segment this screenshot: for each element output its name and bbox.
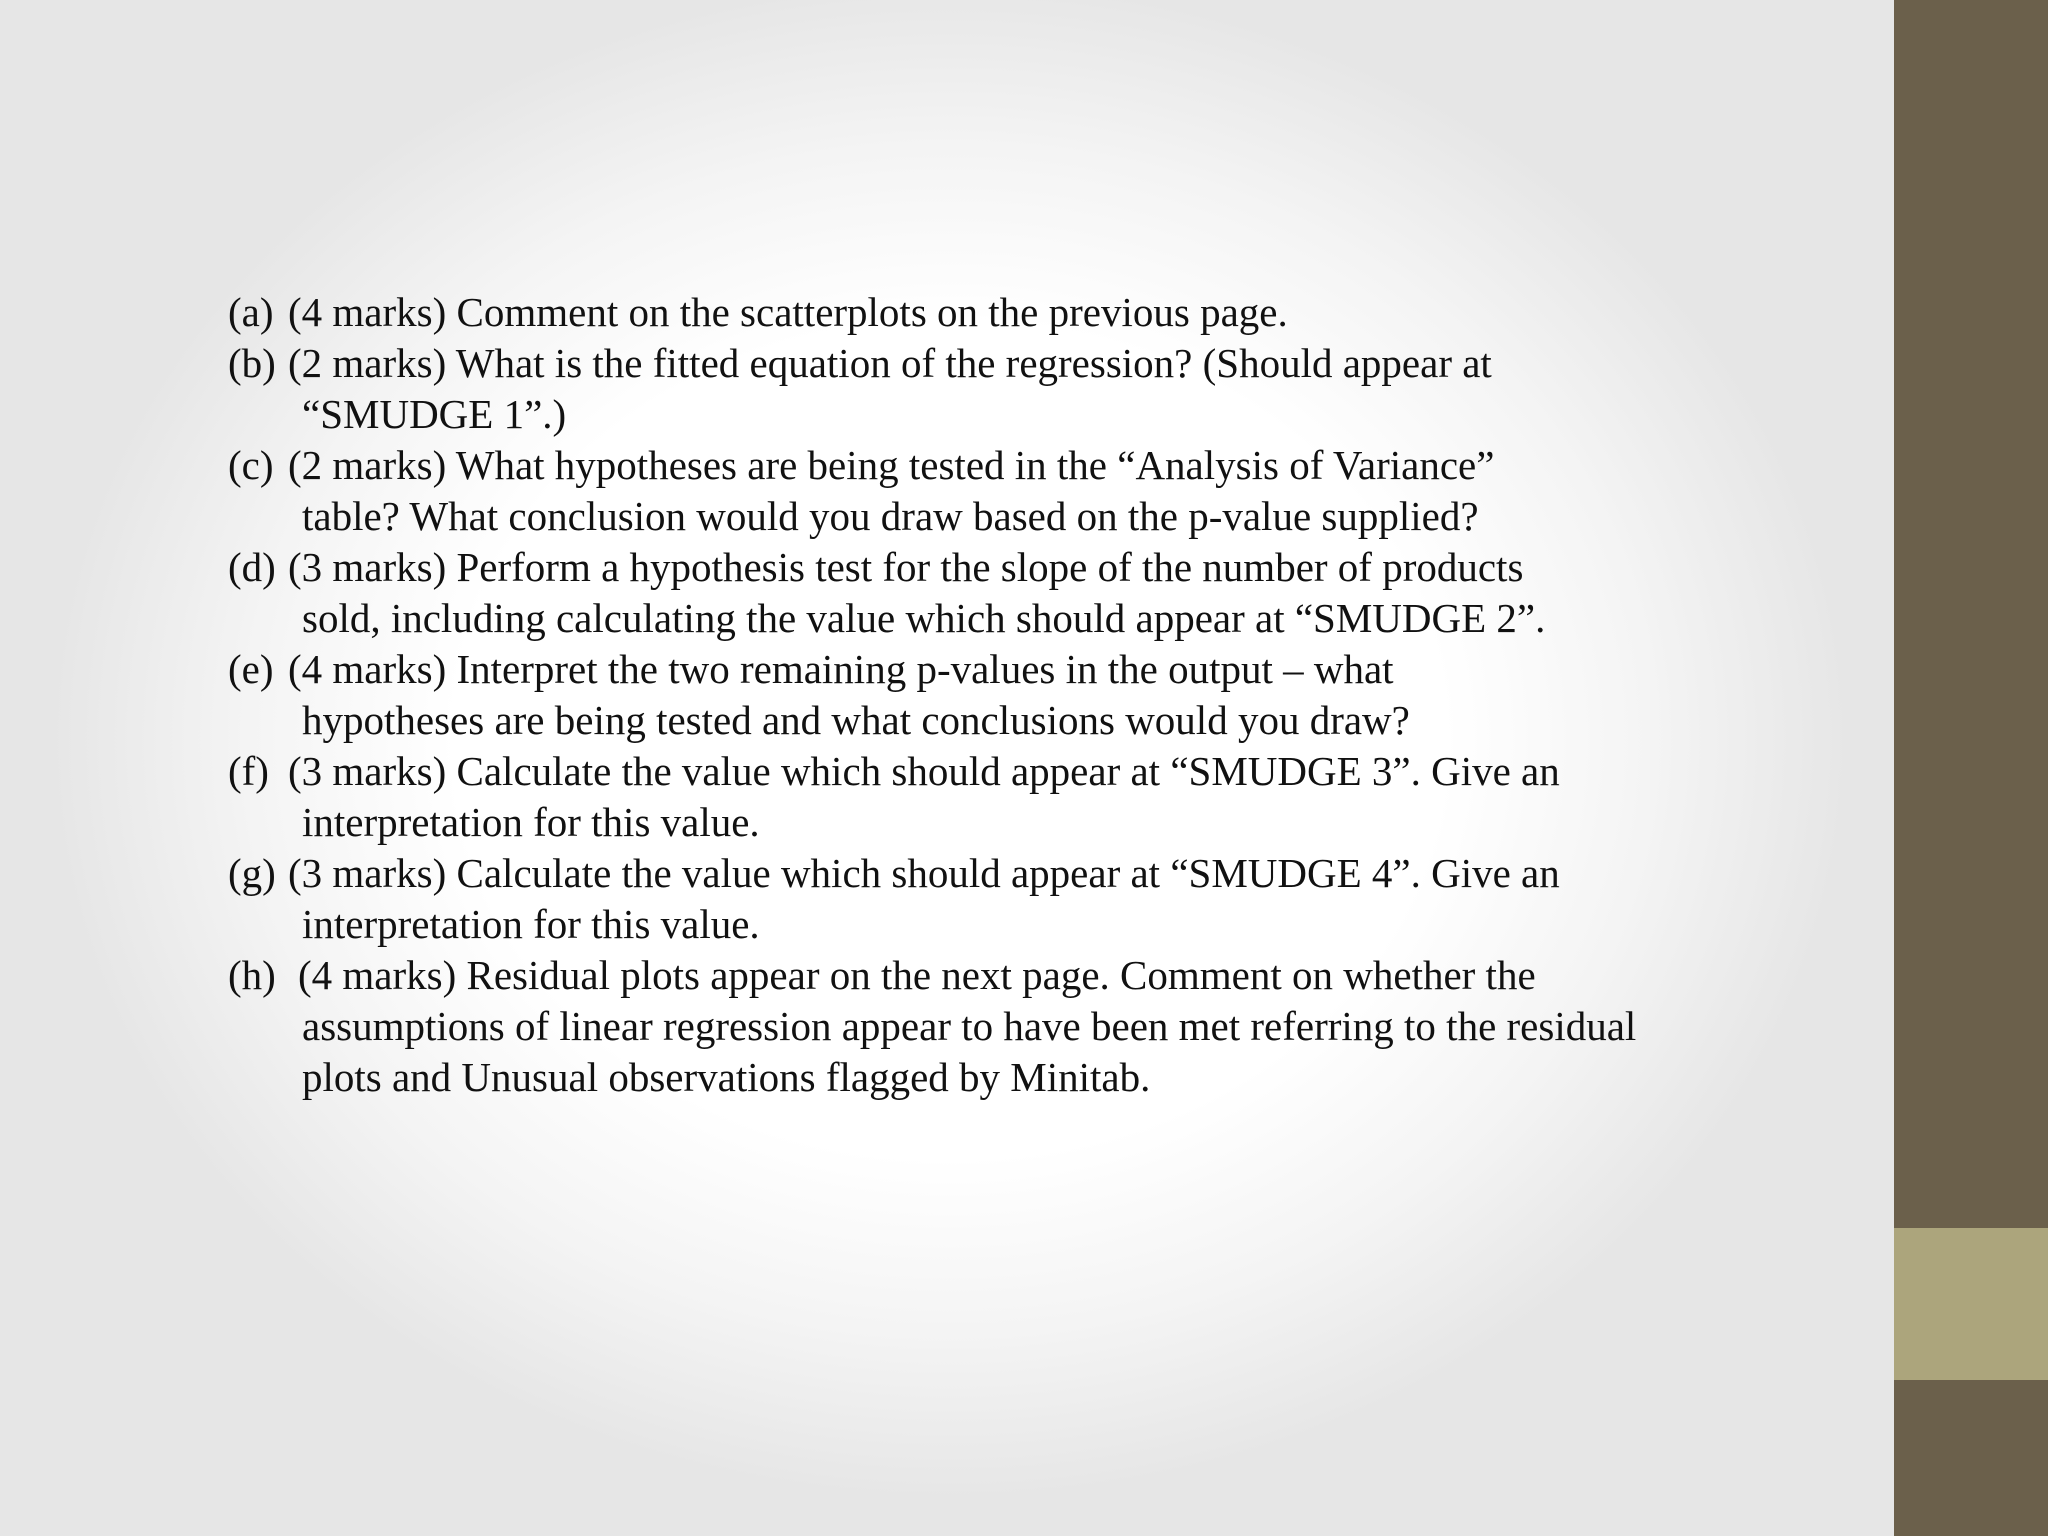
question-text-line: (4 marks) Comment on the scatterplots on the previous page.: [288, 289, 1288, 335]
question-text-line: (2 marks) What is the fitted equation of the regression? (Should appear at: [288, 340, 1492, 386]
question-text-continuation: table? What conclusion would you draw based on the p-value supplied?: [302, 493, 1479, 539]
question-label: (g): [228, 850, 276, 896]
question-text-line: (3 marks) Calculate the value which should appear at “SMUDGE 3”. Give an: [288, 748, 1560, 794]
question-list: [228, 287, 1688, 1103]
sidebar-dark-block: [1894, 1380, 2048, 1536]
sidebar-dark-block: [1894, 0, 2048, 1228]
question-label: (d): [228, 544, 276, 590]
question-text-continuation: assumptions of linear regression appear to have been met referring to the residual plots and Unusual observations flagged by Minitab.: [302, 1003, 1637, 1100]
question-d: [228, 542, 1688, 644]
question-g: [228, 848, 1688, 950]
question-text-continuation: sold, including calculating the value which should appear at “SMUDGE 2”.: [302, 595, 1546, 641]
question-text-continuation: interpretation for this value.: [302, 799, 760, 845]
question-text-continuation: hypotheses are being tested and what conclusions would you draw?: [302, 697, 1410, 743]
question-text: [288, 746, 1688, 848]
question-label: (e): [228, 646, 274, 692]
question-text: [288, 542, 1688, 644]
question-b: [228, 338, 1688, 440]
question-label: (b): [228, 340, 276, 386]
question-text: [288, 848, 1688, 950]
question-text-line: (2 marks) What hypotheses are being tested in the “Analysis of Variance”: [288, 442, 1495, 488]
question-h: [228, 950, 1688, 1103]
question-text: [298, 950, 1688, 1103]
question-text: [288, 644, 1688, 746]
decorative-sidebar: [1894, 0, 2048, 1536]
question-text: [288, 287, 1688, 338]
question-f: [228, 746, 1688, 848]
question-text-line: (4 marks) Residual plots appear on the next page. Comment on whether the: [298, 952, 1536, 998]
question-text-line: (3 marks) Calculate the value which should appear at “SMUDGE 4”. Give an: [288, 850, 1560, 896]
question-c: [228, 440, 1688, 542]
question-label: (a): [228, 289, 274, 335]
question-text-line: (3 marks) Perform a hypothesis test for the slope of the number of products: [288, 544, 1524, 590]
question-text: [288, 338, 1688, 440]
sidebar-accent-block: [1894, 1228, 2048, 1380]
question-text-continuation: interpretation for this value.: [302, 901, 760, 947]
question-text-line: (4 marks) Interpret the two remaining p-values in the output – what: [288, 646, 1394, 692]
question-e: [228, 644, 1688, 746]
question-a: [228, 287, 1688, 338]
question-label: (c): [228, 442, 274, 488]
question-label: (h): [228, 952, 276, 998]
question-text-continuation: “SMUDGE 1”.): [302, 391, 567, 437]
question-label: (f): [228, 748, 269, 794]
question-text: [288, 440, 1688, 542]
